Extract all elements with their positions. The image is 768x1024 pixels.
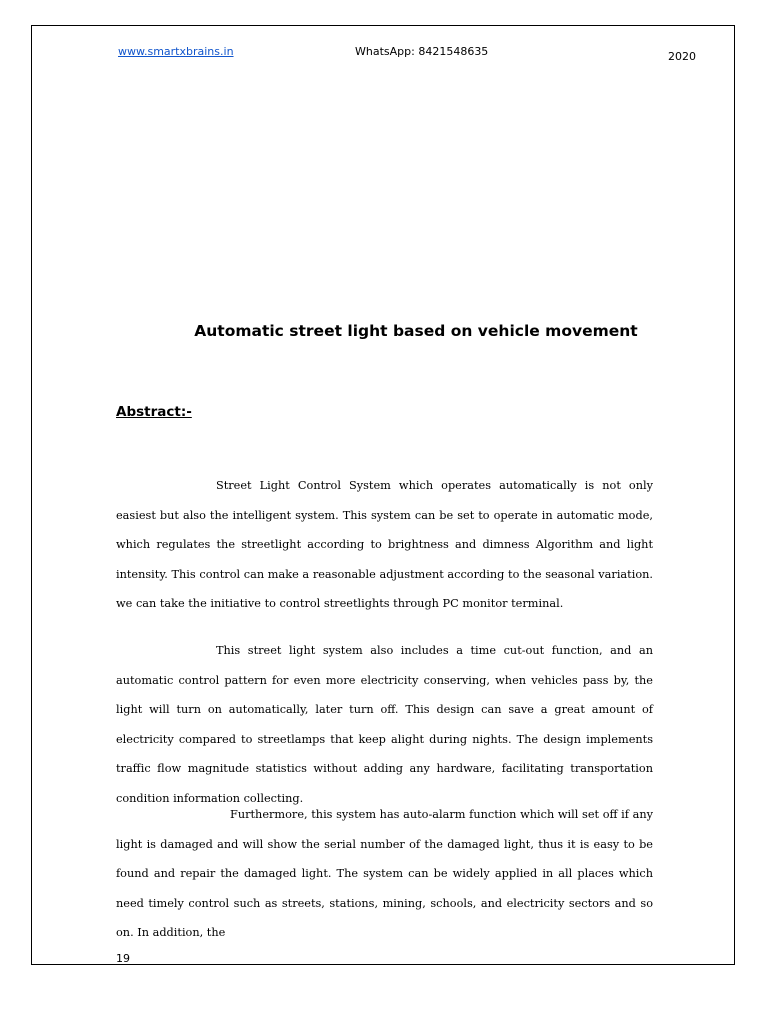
whatsapp-contact: WhatsApp: 8421548635 <box>355 45 489 58</box>
page-number: 19 <box>116 952 130 965</box>
abstract-paragraph-1: Street Light Control System which operates automatically is not only easiest but also the intelligent system. This system can be set to operate in automatic mode, which regulates the streetlight according to brightness and dimness Algorithm and light intensity. This control can make a reasonable adjustment according to the seasonal variation. we can take the initiative to control streetlights through PC monitor terminal. <box>116 479 653 610</box>
abstract-paragraph-2: This street light system also includes a time cut-out function, and an automatic control pattern for even more electricity conserving, when vehicles pass by, the light will turn on automatically, later turn off. This design can save a great amount of electricity compared to streetlamps that keep alight during nights. The design implements traffic flow magnitude statistics without adding any hardware, facilitating transportation condition information collecting. <box>116 644 653 805</box>
abstract-heading: Abstract:- <box>116 404 192 420</box>
document-title: Automatic street light based on vehicle movement <box>194 322 638 340</box>
website-link[interactable]: www.smartxbrains.in <box>118 45 234 58</box>
abstract-paragraph-3: Furthermore, this system has auto-alarm function which will set off if any light is damaged and will show the serial number of the damaged light, thus it is easy to be found and repair the damaged light. The system can be widely applied in all places which need timely control such as streets, stations, mining, schools, and electricity sectors and so on. In addition, the <box>116 808 653 939</box>
header-year: 2020 <box>668 50 696 63</box>
